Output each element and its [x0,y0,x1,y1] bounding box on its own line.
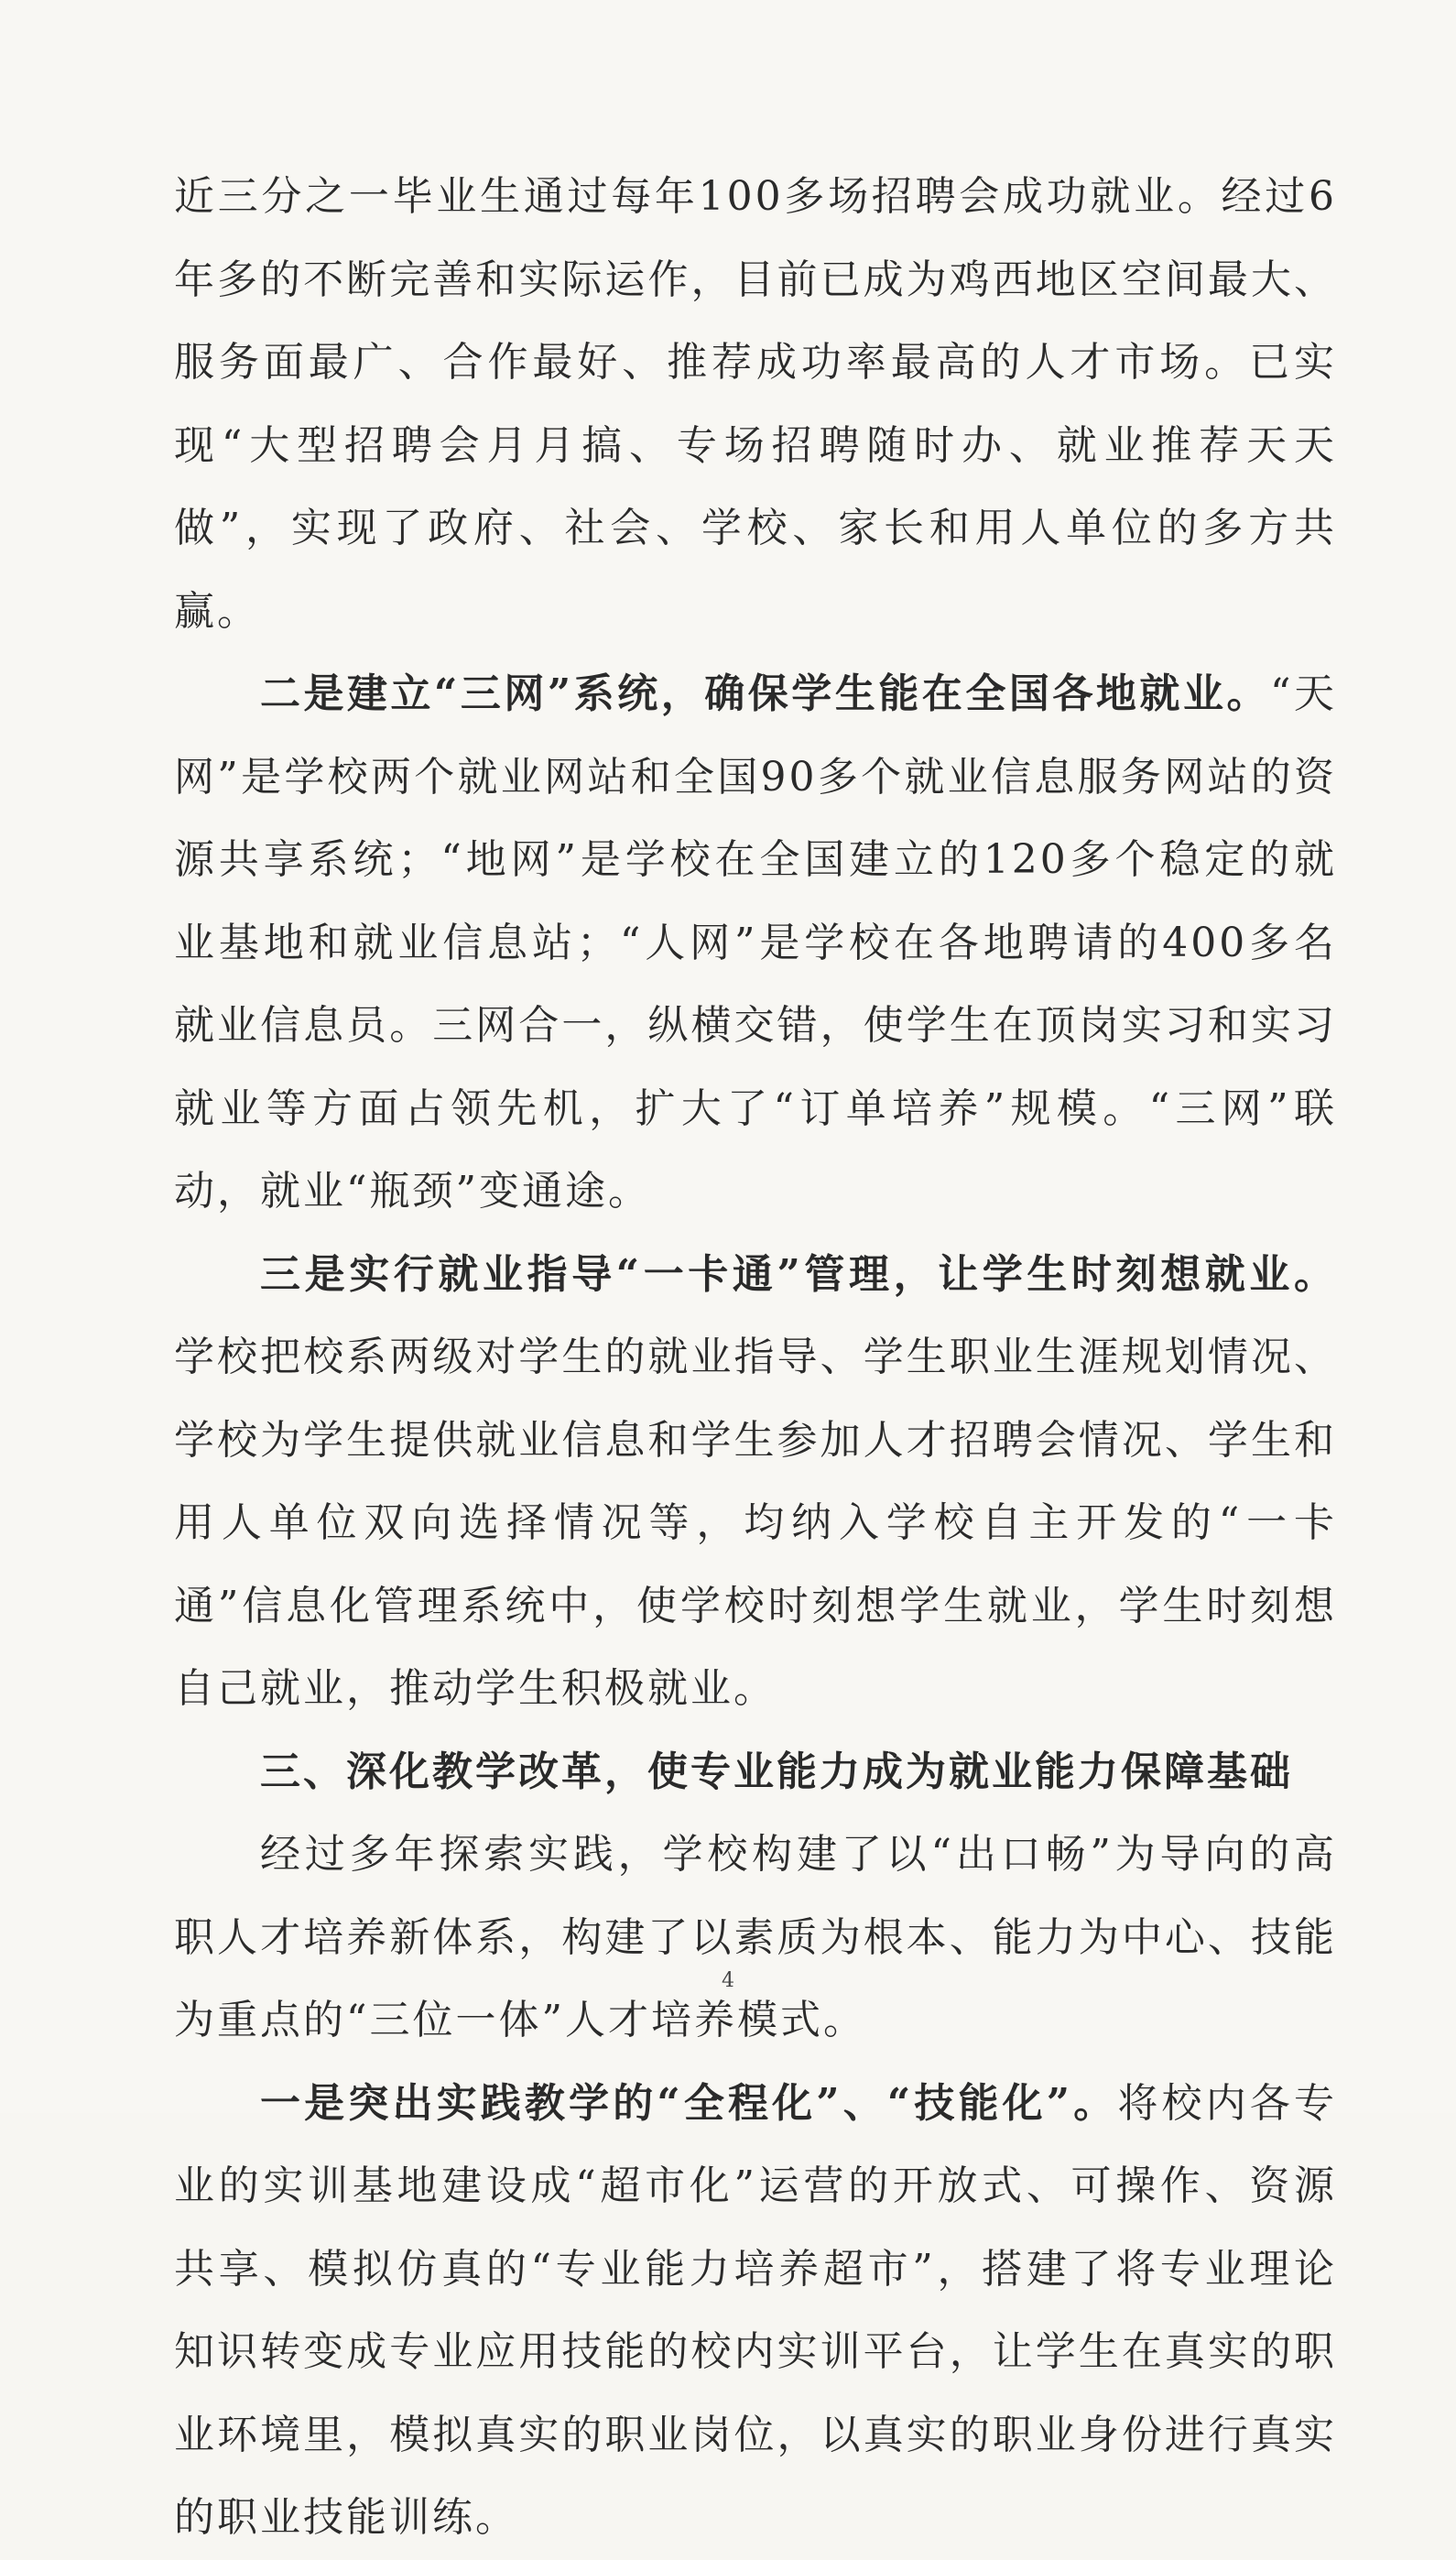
paragraph-one-card [174,1234,1337,1731]
paragraph-talent-system [174,1814,1337,2063]
section-heading: 三、深化教学改革，使专业能力成为就业能力保障基础 [260,1748,1293,1795]
page-number: 4 [722,1969,734,1992]
paragraph-text: 学校把校系两级对学生的就业指导、学生职业生涯规划情况、学校为学生提供就业信息和学生参加人才招聘会情况、学生和用人单位双向选择情况等，均纳入学校自主开发的“一卡通”信息化管理系统中，使学校时刻想学生就业，学生时刻想自己就业，推动学生积极就业。 [174,1334,1337,1712]
paragraph-practice-teaching [174,2063,1337,2560]
document-body [174,156,1337,2560]
paragraph-text: “天网”是学校两个就业网站和全国90多个就业信息服务网站的资源共享系统；“地网”是学校在全国建立的120多个稳定的就业基地和就业信息站；“人网”是学校在各地聘请的400多名就业信息员。三网合一，纵横交错，使学生在顶岗实习和实习就业等方面占领先机，扩大了“订单培养”规模。“三网”联动，就业“瓶颈”变通途。 [174,670,1337,1215]
paragraph-text: 近三分之一毕业生通过每年100多场招聘会成功就业。经过6年多的不断完善和实际运作，目前已成为鸡西地区空间最大、服务面最广、合作最好、推荐成功率最高的人才市场。已实现“大型招聘会月月搞、专场招聘随时办、就业推荐天天做”，实现了政府、社会、学校、家长和用人单位的多方共赢。 [174,173,1337,635]
paragraph-intro-continued [174,156,1337,653]
paragraph-text: 将校内各专业的实训基地建设成“超市化”运营的开放式、可操作、资源共享、模拟仿真的“专业能力培养超市”，搭建了将专业理论知识转变成专业应用技能的校内实训平台，让学生在真实的职业环境里，模拟真实的职业岗位，以真实的职业身份进行真实的职业技能训练。 [174,2079,1338,2541]
paragraph-lead: 二是建立“三网”系统，确保学生能在全国各地就业。 [260,670,1270,717]
paragraph-text: 经过多年探索实践，学校构建了以“出口畅”为导向的高职人才培养新体系，构建了以素质为根本、能力为中心、技能为重点的“三位一体”人才培养模式。 [174,1831,1337,2043]
paragraph-lead: 三是实行就业指导“一卡通”管理，让学生时刻想就业。 [260,1250,1337,1298]
paragraph-lead: 一是突出实践教学的“全程化”、“技能化”。 [260,2079,1118,2127]
paragraph-three-networks [174,653,1337,1234]
